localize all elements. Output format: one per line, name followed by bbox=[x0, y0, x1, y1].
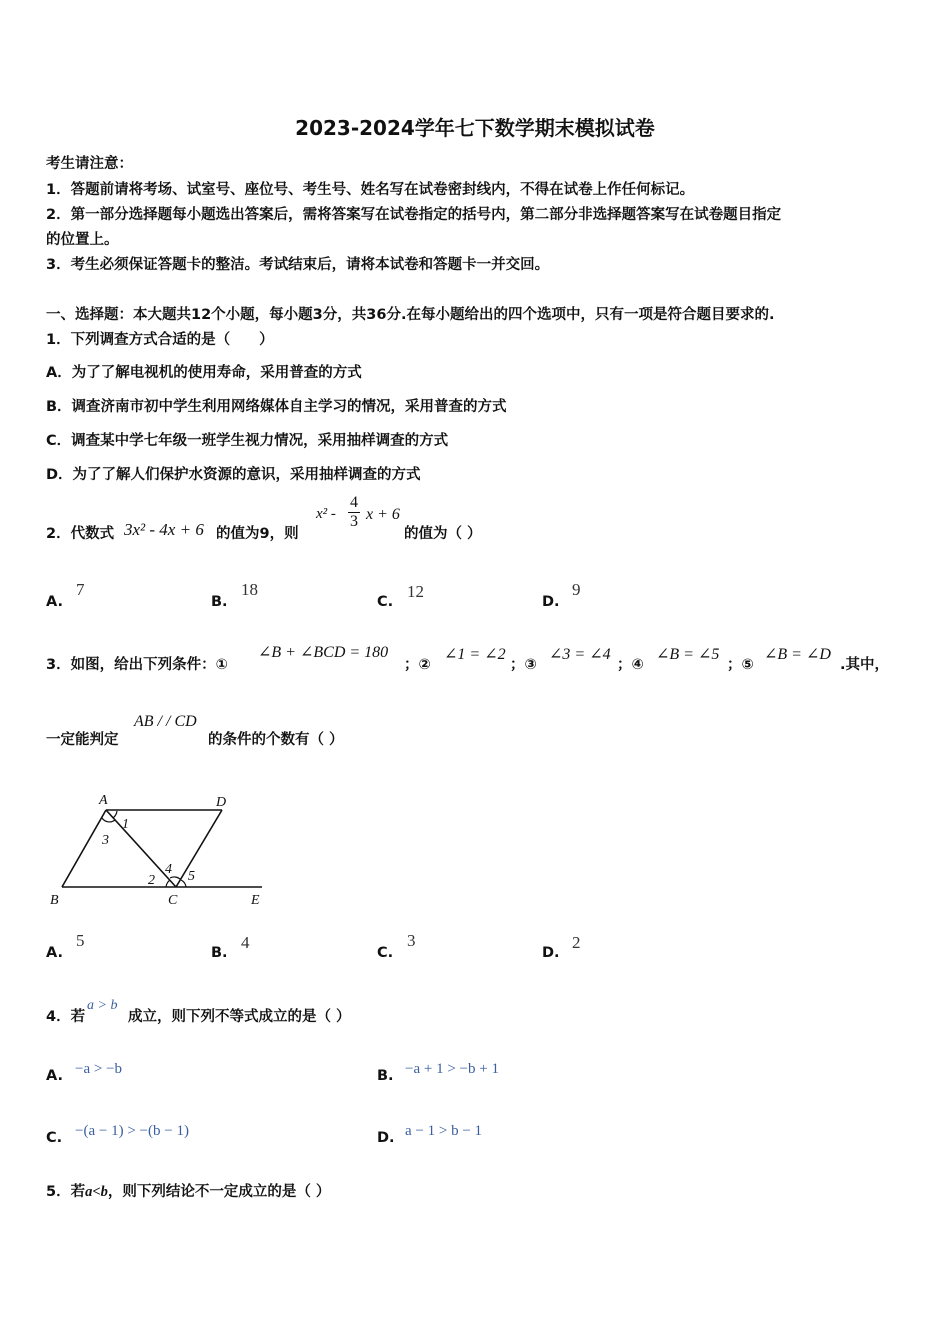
point-label-b: B bbox=[50, 893, 59, 908]
notice-item: 3．考生必须保证答题卡的整洁。考试结束后，请将本试卷和答题卡一并交回。 bbox=[46, 257, 550, 273]
question-2-expr2-b: x + 6 bbox=[366, 506, 400, 523]
question-3-sep-2: ；③ bbox=[510, 657, 537, 673]
question-3-option-b-letter: B. bbox=[211, 945, 228, 961]
question-3-line2-expr: AB / / CD bbox=[134, 713, 197, 730]
angle-label-5: 5 bbox=[188, 869, 195, 884]
question-2-option-d-letter: D. bbox=[542, 594, 560, 610]
point-label-e: E bbox=[251, 893, 260, 908]
notice-item: 的位置上。 bbox=[46, 232, 119, 248]
fraction-numerator: 4 bbox=[350, 494, 358, 511]
question-3-condition-3: ∠3 = ∠4 bbox=[549, 646, 611, 663]
question-3-option-c-letter: C. bbox=[377, 945, 394, 961]
question-2-option-d-value: 9 bbox=[572, 580, 581, 599]
question-2-mid: 的值为9，则 bbox=[216, 526, 299, 542]
question-4-option-c-letter: C. bbox=[46, 1130, 63, 1146]
question-4-condition: a > b bbox=[87, 998, 118, 1013]
question-3-prefix: 3．如图，给出下列条件：① bbox=[46, 657, 228, 673]
question-4-option-b-value: −a + 1 > −b + 1 bbox=[405, 1061, 499, 1077]
question-3-sep-5: .其中， bbox=[840, 657, 890, 673]
question-3-option-a-value: 5 bbox=[76, 931, 85, 950]
question-5-prefix: 5．若 bbox=[46, 1184, 86, 1200]
question-1-option-d: D．为了了解人们保护水资源的意识，采用抽样调查的方式 bbox=[46, 467, 421, 483]
question-3-option-c-value: 3 bbox=[407, 931, 416, 950]
question-4-option-d-letter: D. bbox=[377, 1130, 395, 1146]
point-label-d: D bbox=[216, 795, 227, 810]
question-3-option-d-letter: D. bbox=[542, 945, 560, 961]
question-2-expr2-a: x² - bbox=[316, 506, 336, 522]
question-2-option-a-value: 7 bbox=[76, 580, 85, 599]
angle-label-1: 1 bbox=[122, 817, 129, 832]
question-2-option-b-letter: B. bbox=[211, 594, 228, 610]
question-5 bbox=[46, 1180, 330, 1201]
question-2-prefix: 2．代数式 bbox=[46, 526, 115, 542]
point-label-a: A bbox=[99, 793, 108, 808]
angle-arc bbox=[170, 877, 180, 879]
question-2-fraction bbox=[348, 494, 360, 531]
question-3-option-a-letter: A. bbox=[46, 945, 63, 961]
question-3-line2-suffix: 的条件的个数有（ ） bbox=[208, 732, 344, 748]
angle-label-2: 2 bbox=[148, 873, 155, 888]
angle-label-4: 4 bbox=[165, 862, 172, 877]
question-4-suffix: 成立，则下列不等式成立的是（ ） bbox=[128, 1009, 351, 1025]
question-2-option-c-value: 12 bbox=[407, 582, 424, 601]
question-4-option-b-letter: B. bbox=[377, 1068, 394, 1084]
question-1-option-b: B．调查济南市初中学生利用网络媒体自主学习的情况，采用普查的方式 bbox=[46, 399, 507, 415]
question-3-condition-4: ∠B = ∠5 bbox=[656, 646, 720, 663]
question-4-option-a-value: −a > −b bbox=[75, 1061, 123, 1077]
geometry-figure bbox=[44, 790, 274, 912]
notice-heading: 考生请注意： bbox=[46, 156, 133, 172]
question-3-sep-1: ；② bbox=[404, 657, 431, 673]
angle-arc bbox=[113, 811, 117, 818]
question-4-option-d-value: a − 1 > b − 1 bbox=[405, 1123, 483, 1139]
segment-dc bbox=[176, 810, 222, 887]
question-2-suffix: 的值为（ ） bbox=[404, 526, 482, 542]
angle-arc bbox=[166, 880, 170, 887]
question-2-expr1: 3x² - 4x + 6 bbox=[124, 520, 204, 539]
notice-item: 1．答题前请将考场、试室号、座位号、考生号、姓名写在试卷密封线内，不得在试卷上作任何标记。 bbox=[46, 182, 695, 198]
question-1-option-c: C．调查某中学七年级一班学生视力情况，采用抽样调查的方式 bbox=[46, 433, 449, 449]
question-3-condition-2: ∠1 = ∠2 bbox=[444, 646, 506, 663]
question-3-sep-4: ；⑤ bbox=[727, 657, 754, 673]
question-2-option-a-letter: A. bbox=[46, 594, 63, 610]
question-2-option-b-value: 18 bbox=[241, 580, 258, 599]
question-4-option-a-letter: A. bbox=[46, 1068, 63, 1084]
fraction-denominator: 3 bbox=[350, 513, 358, 530]
question-3-condition-1: ∠B + ∠BCD = 180 bbox=[258, 644, 389, 661]
question-5-condition: a<b bbox=[85, 1184, 108, 1200]
angle-arc bbox=[181, 880, 186, 887]
question-2-option-c-letter: C. bbox=[377, 594, 394, 610]
question-4-prefix: 4．若 bbox=[46, 1009, 86, 1025]
question-3-option-b-value: 4 bbox=[241, 933, 250, 952]
segment-ab bbox=[62, 810, 106, 887]
question-1-option-a: A．为了了解电视机的使用寿命，采用普查的方式 bbox=[46, 365, 362, 381]
question-1-stem: 1．下列调查方式合适的是（ ） bbox=[46, 332, 274, 348]
question-4-option-c-value: −(a − 1) > −(b − 1) bbox=[75, 1123, 189, 1139]
point-label-c: C bbox=[168, 893, 178, 908]
question-3-condition-5: ∠B = ∠D bbox=[764, 646, 831, 663]
question-3-line2-prefix: 一定能判定 bbox=[46, 732, 119, 748]
question-3-sep-3: ；④ bbox=[617, 657, 644, 673]
section-heading: 一、选择题：本大题共12个小题，每小题3分，共36分.在每小题给出的四个选项中，只有一项是符合题目要求的. bbox=[46, 307, 775, 323]
notice-item: 2．第一部分选择题每小题选出答案后，需将答案写在试卷指定的括号内，第二部分非选择题答案写在试卷题目指定 bbox=[46, 207, 782, 223]
angle-label-3: 3 bbox=[102, 833, 109, 848]
page-title: 2023-2024学年七下数学期末模拟试卷 bbox=[295, 116, 655, 140]
question-5-suffix: ，则下列结论不一定成立的是（ ） bbox=[107, 1184, 331, 1200]
question-3-option-d-value: 2 bbox=[572, 933, 581, 952]
